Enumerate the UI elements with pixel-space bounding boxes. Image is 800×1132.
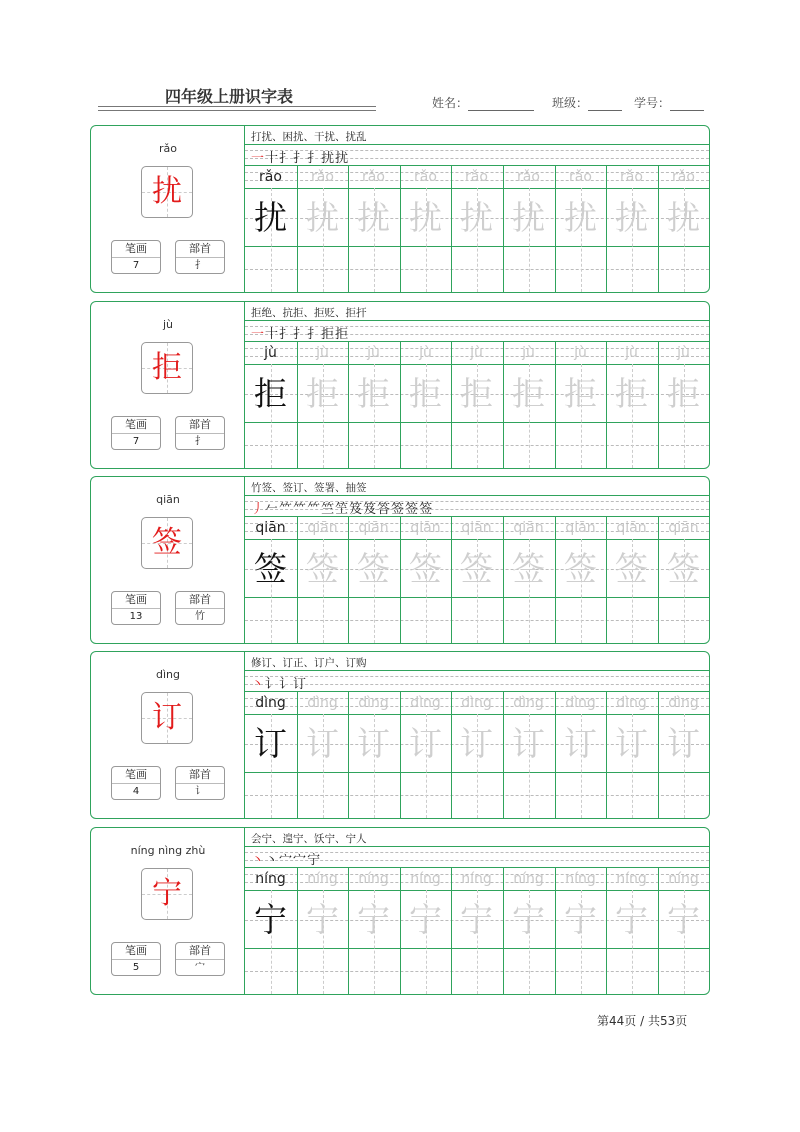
stroke-order [251, 849, 321, 868]
character-info-panel [91, 828, 245, 994]
character-card [90, 476, 710, 644]
practice-char-trace: 订 [409, 724, 442, 763]
practice-char-trace: 拒 [409, 374, 442, 413]
stroke-step: 扌 [293, 327, 308, 342]
character-glyph: 订 [152, 700, 182, 735]
radical-box [175, 766, 225, 800]
radical-label: 部首 [176, 767, 224, 784]
radical-value: 竹 [195, 611, 205, 622]
class-label: 班级： [552, 96, 589, 110]
radical-box [175, 240, 225, 274]
practice-pinyin-trace: níng [410, 871, 441, 887]
practice-pinyin-trace: rǎo [672, 169, 695, 185]
class-blank[interactable] [588, 98, 622, 111]
stroke-step: 签 [391, 502, 406, 517]
stroke-step: 宀 [279, 853, 294, 868]
character-box [141, 166, 193, 218]
practice-char-trace: 扰 [306, 198, 339, 237]
practice-char-trace: 订 [564, 724, 597, 763]
practice-char-trace: 宁 [564, 900, 597, 939]
practice-pinyin-trace: níng [668, 871, 699, 887]
stroke-step: 一 [251, 151, 266, 166]
practice-char-trace: 拒 [667, 374, 700, 413]
practice-char-trace: 扰 [409, 198, 442, 237]
character-box [141, 342, 193, 394]
practice-grid [245, 652, 709, 818]
practice-char-trace: 订 [460, 724, 493, 763]
practice-char-trace: 订 [357, 724, 390, 763]
practice-char-trace: 签 [615, 549, 648, 588]
stroke-step: 笈 [349, 502, 364, 517]
radical-value: 宀 [195, 962, 205, 973]
stroke-order [251, 147, 349, 166]
practice-pinyin-trace: jù [316, 345, 329, 361]
practice-char-trace: 拒 [615, 374, 648, 413]
practice-pinyin-trace: jù [574, 345, 587, 361]
guide-line [245, 676, 709, 677]
practice-pinyin-trace: dìng [565, 695, 596, 711]
practice-grid [245, 302, 709, 468]
radical-box [175, 591, 225, 625]
page-title: 四年级上册识字表 [165, 87, 294, 106]
practice-char-model: 扰 [254, 198, 287, 237]
page-number: 第44页 / 共53页 [597, 1014, 688, 1028]
stroke-step: 竺 [321, 502, 336, 517]
practice-char-trace: 拒 [306, 374, 339, 413]
name-field[interactable] [432, 94, 534, 111]
grid-line [245, 320, 709, 321]
practice-char-trace: 订 [667, 724, 700, 763]
character-pinyin: jù [162, 318, 174, 331]
practice-char-trace: 签 [667, 549, 700, 588]
practice-grid [245, 828, 709, 994]
strokes-value: 7 [132, 436, 140, 447]
stroke-step: 丿 [251, 502, 266, 517]
example-words: 会宁、遑宁、饫宁、宁人 [251, 833, 367, 845]
practice-pinyin-trace: qiān [513, 520, 544, 536]
character-glyph: 签 [152, 525, 182, 560]
stroke-step: 丶 [265, 853, 280, 868]
practice-char-trace: 拒 [512, 374, 545, 413]
stroke-step: 订 [293, 677, 308, 692]
practice-char-trace: 签 [357, 549, 390, 588]
radical-label: 部首 [176, 943, 224, 960]
practice-char-model: 拒 [254, 374, 287, 413]
character-glyph: 宁 [152, 876, 182, 911]
practice-pinyin-model: níng [255, 871, 286, 887]
practice-char-trace: 签 [409, 549, 442, 588]
strokes-value: 4 [132, 786, 140, 797]
stroke-step: 一 [251, 327, 266, 342]
practice-char-trace: 宁 [409, 900, 442, 939]
radical-box [175, 942, 225, 976]
stroke-step: 笈 [363, 502, 378, 517]
stroke-step: 丶 [251, 677, 266, 692]
stroke-step: 讠 [265, 677, 280, 692]
example-words: 打扰、困扰、干扰、扰乱 [251, 131, 367, 143]
stroke-step: 十 [265, 151, 280, 166]
character-card [90, 651, 710, 819]
practice-pinyin-trace: dìng [616, 695, 647, 711]
practice-pinyin-trace: qiān [565, 520, 596, 536]
name-label: 姓名： [432, 96, 469, 110]
class-field[interactable] [552, 94, 622, 111]
character-info-panel [91, 126, 245, 292]
practice-char-trace: 宁 [615, 900, 648, 939]
practice-pinyin-trace: níng [358, 871, 389, 887]
practice-pinyin-trace: rǎo [620, 169, 643, 185]
practice-pinyin-model: dìng [255, 695, 286, 711]
stroke-step: ⺮ [293, 502, 308, 517]
stroke-step: 宁 [307, 853, 322, 868]
practice-pinyin-trace: níng [461, 871, 492, 887]
example-words: 修订、订正、订户、订购 [251, 657, 367, 669]
strokes-box [111, 591, 161, 625]
stroke-order [251, 498, 433, 517]
practice-pinyin-trace: dìng [358, 695, 389, 711]
grid-line [245, 670, 709, 671]
name-blank[interactable] [468, 98, 534, 111]
stroke-step: 拒 [335, 327, 350, 342]
practice-char-model: 订 [254, 724, 287, 763]
practice-char-model: 宁 [254, 900, 287, 939]
character-card [90, 301, 710, 469]
radical-label: 部首 [176, 417, 224, 434]
practice-pinyin-trace: jù [419, 345, 432, 361]
strokes-label: 笔画 [112, 417, 160, 434]
character-pinyin: níng nìng zhù [130, 844, 206, 857]
strokes-box [111, 240, 161, 274]
practice-pinyin-trace: níng [565, 871, 596, 887]
stroke-step: 扰 [321, 151, 336, 166]
strokes-value: 13 [129, 611, 143, 622]
practice-pinyin-trace: níng [616, 871, 647, 887]
character-box [141, 692, 193, 744]
page-header [0, 0, 800, 120]
practice-pinyin-trace: qiān [410, 520, 441, 536]
grid-line [245, 495, 709, 496]
practice-char-trace: 签 [460, 549, 493, 588]
strokes-label: 笔画 [112, 767, 160, 784]
practice-char-trace: 拒 [460, 374, 493, 413]
stroke-step: 签 [405, 502, 420, 517]
stroke-step: 丶 [251, 853, 266, 868]
character-info-panel [91, 302, 245, 468]
stroke-step: ⺮ [279, 502, 294, 517]
practice-char-trace: 扰 [615, 198, 648, 237]
practice-char-model: 签 [254, 549, 287, 588]
stroke-step: 十 [265, 327, 280, 342]
grid-line [245, 144, 709, 145]
practice-char-trace: 签 [564, 549, 597, 588]
stroke-step: ⺮ [307, 502, 322, 517]
stroke-step: 签 [419, 502, 434, 517]
practice-char-trace: 签 [512, 549, 545, 588]
practice-char-trace: 扰 [667, 198, 700, 237]
practice-pinyin-trace: níng [513, 871, 544, 887]
practice-pinyin-trace: jù [625, 345, 638, 361]
practice-pinyin-trace: qiān [461, 520, 492, 536]
stroke-step: 扌 [307, 327, 322, 342]
student-number-field[interactable] [634, 94, 704, 111]
radical-box [175, 416, 225, 450]
practice-char-trace: 扰 [460, 198, 493, 237]
grid-line [245, 691, 709, 692]
example-words: 竹签、签订、签署、抽签 [251, 482, 367, 494]
radical-value: 扌 [195, 436, 205, 447]
character-box [141, 517, 193, 569]
practice-pinyin-trace: jù [522, 345, 535, 361]
practice-char-trace: 宁 [306, 900, 339, 939]
practice-grid [245, 477, 709, 643]
student-number-blank[interactable] [670, 98, 704, 111]
stroke-step: 宀 [293, 853, 308, 868]
practice-char-trace: 宁 [357, 900, 390, 939]
practice-pinyin-trace: jù [677, 345, 690, 361]
practice-char-trace: 扰 [564, 198, 597, 237]
practice-pinyin-trace: qiān [616, 520, 647, 536]
stroke-step: 答 [377, 502, 392, 517]
practice-pinyin-trace: rǎo [414, 169, 437, 185]
strokes-box [111, 766, 161, 800]
practice-char-trace: 签 [306, 549, 339, 588]
practice-char-trace: 宁 [460, 900, 493, 939]
stroke-step: 讠 [279, 677, 294, 692]
practice-pinyin-trace: qiān [668, 520, 699, 536]
practice-pinyin-trace: dìng [410, 695, 441, 711]
practice-pinyin-model: jù [264, 345, 277, 361]
character-glyph: 扰 [152, 174, 182, 209]
strokes-label: 笔画 [112, 943, 160, 960]
strokes-value: 7 [132, 260, 140, 271]
stroke-order [251, 673, 307, 692]
radical-value: 扌 [195, 260, 205, 271]
stroke-step: 拒 [321, 327, 336, 342]
practice-char-trace: 拒 [564, 374, 597, 413]
student-number-label: 学号： [634, 96, 671, 110]
practice-pinyin-trace: dìng [461, 695, 492, 711]
character-box [141, 868, 193, 920]
stroke-step: 𠂉 [265, 502, 280, 517]
practice-pinyin-trace: níng [307, 871, 338, 887]
character-card [90, 827, 710, 995]
radical-label: 部首 [176, 592, 224, 609]
practice-pinyin-trace: dìng [307, 695, 338, 711]
stroke-step: 扌 [279, 327, 294, 342]
character-pinyin: dìng [156, 668, 180, 681]
practice-char-trace: 订 [306, 724, 339, 763]
practice-pinyin-trace: jù [367, 345, 380, 361]
stroke-order [251, 323, 349, 342]
practice-pinyin-trace: rǎo [311, 169, 334, 185]
strokes-label: 笔画 [112, 241, 160, 258]
practice-char-trace: 订 [512, 724, 545, 763]
practice-pinyin-trace: rǎo [569, 169, 592, 185]
practice-pinyin-trace: qiān [358, 520, 389, 536]
practice-pinyin-model: rǎo [259, 169, 282, 185]
practice-char-trace: 拒 [357, 374, 390, 413]
stroke-step: 扌 [279, 151, 294, 166]
stroke-step: 扰 [335, 151, 350, 166]
guide-line [245, 684, 709, 685]
character-info-panel [91, 477, 245, 643]
practice-pinyin-trace: rǎo [465, 169, 488, 185]
practice-pinyin-trace: rǎo [362, 169, 385, 185]
character-pinyin: qiān [156, 493, 180, 506]
character-card [90, 125, 710, 293]
title-underline [98, 106, 376, 107]
practice-char-trace: 宁 [512, 900, 545, 939]
strokes-box [111, 416, 161, 450]
stroke-step: 扌 [307, 151, 322, 166]
practice-char-trace: 扰 [512, 198, 545, 237]
stroke-step: 笁 [335, 502, 350, 517]
practice-grid [245, 126, 709, 292]
title-underline-2 [98, 110, 376, 111]
practice-pinyin-model: qiān [255, 520, 286, 536]
practice-pinyin-trace: dìng [513, 695, 544, 711]
practice-pinyin-trace: qiān [307, 520, 338, 536]
strokes-label: 笔画 [112, 592, 160, 609]
character-pinyin: rǎo [159, 142, 177, 155]
radical-value: 讠 [195, 786, 205, 797]
practice-pinyin-trace: dìng [668, 695, 699, 711]
example-words: 拒绝、抗拒、拒贬、拒扞 [251, 307, 367, 319]
stroke-step: 扌 [293, 151, 308, 166]
practice-char-trace: 宁 [667, 900, 700, 939]
practice-char-trace: 订 [615, 724, 648, 763]
practice-pinyin-trace: jù [470, 345, 483, 361]
strokes-value: 5 [132, 962, 140, 973]
practice-char-trace: 扰 [357, 198, 390, 237]
character-info-panel [91, 652, 245, 818]
strokes-box [111, 942, 161, 976]
practice-pinyin-trace: rǎo [517, 169, 540, 185]
radical-label: 部首 [176, 241, 224, 258]
grid-line [245, 846, 709, 847]
character-glyph: 拒 [152, 350, 182, 385]
